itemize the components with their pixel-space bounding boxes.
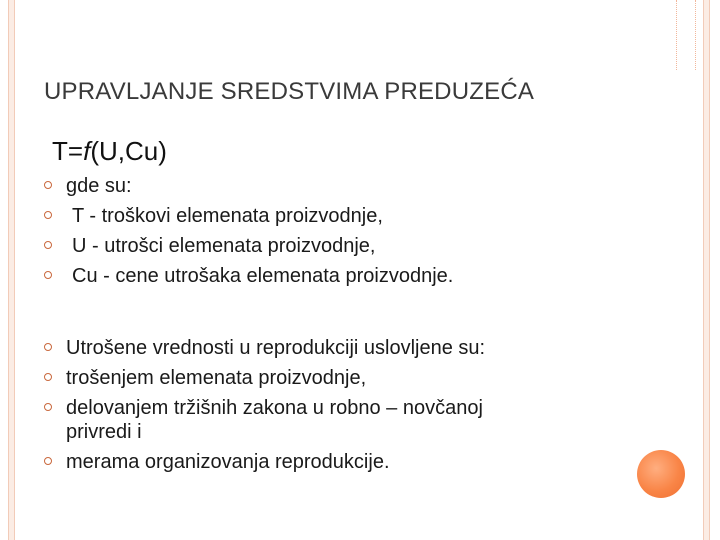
list-item bbox=[40, 204, 680, 228]
circle-bullet-icon bbox=[44, 457, 52, 465]
list-item bbox=[40, 264, 680, 288]
formula-lhs: T= bbox=[52, 136, 84, 166]
circle-bullet-icon bbox=[44, 271, 52, 279]
formula-function: f bbox=[83, 136, 91, 166]
list-item-text: U - utrošci elemenata proizvodnje, bbox=[72, 235, 376, 257]
list-item bbox=[40, 336, 680, 360]
list-item-text: gde su: bbox=[66, 175, 132, 197]
decorative-dotted-border bbox=[676, 0, 696, 70]
circle-bullet-icon bbox=[44, 343, 52, 351]
slide-title: UPRAVLJANJE SREDSTVIMA PREDUZEĆA bbox=[44, 78, 535, 105]
circle-bullet-icon bbox=[44, 403, 52, 411]
list-item-text: T - troškovi elemenata proizvodnje, bbox=[72, 205, 383, 227]
list-item-text: merama organizovanja reprodukcije. bbox=[66, 451, 390, 473]
circle-bullet-icon bbox=[44, 373, 52, 381]
list-item bbox=[40, 450, 680, 474]
bullet-list-definitions bbox=[40, 174, 680, 294]
list-item bbox=[40, 366, 680, 390]
list-item-text: delovanjem tržišnih zakona u robno – novčanoj privredi i bbox=[66, 397, 483, 443]
formula-rhs: (U,Cu) bbox=[90, 136, 167, 166]
circle-bullet-icon bbox=[44, 241, 52, 249]
circle-bullet-icon bbox=[44, 211, 52, 219]
list-item-text: Cu - cene utrošaka elemenata proizvodnje. bbox=[72, 265, 454, 287]
formula bbox=[52, 136, 167, 167]
list-item bbox=[40, 396, 546, 444]
list-item bbox=[40, 234, 680, 258]
list-item-text: Utrošene vrednosti u reprodukciji uslovljene su: bbox=[66, 337, 486, 359]
list-item-text: trošenjem elemenata proizvodnje, bbox=[66, 367, 367, 389]
circle-bullet-icon bbox=[44, 181, 52, 189]
bullet-list-conditions bbox=[40, 336, 680, 480]
list-item bbox=[40, 174, 680, 198]
